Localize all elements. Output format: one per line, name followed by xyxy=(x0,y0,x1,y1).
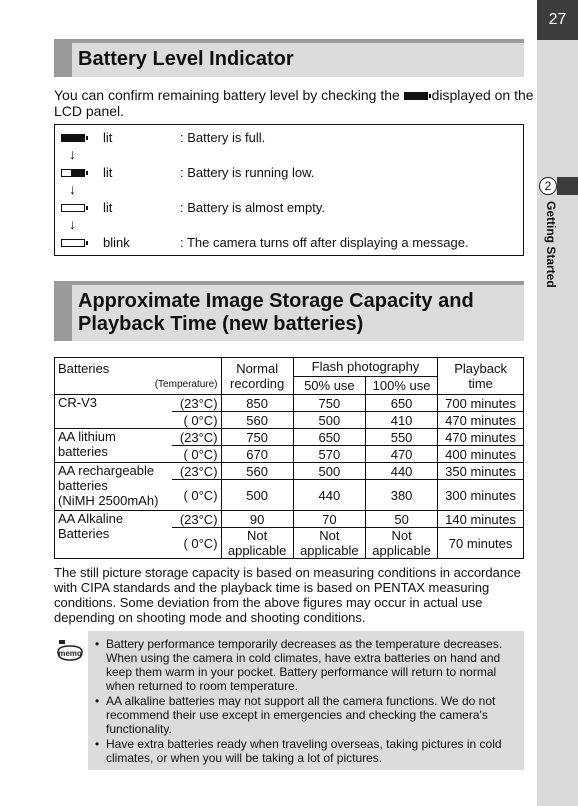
playback-cell: 470 minutes xyxy=(438,412,524,429)
indicator-row xyxy=(55,129,525,147)
section-title: Battery Level Indicator xyxy=(78,48,294,70)
flash50-cell: 570 xyxy=(293,446,365,463)
header-temperature: (Temperature) xyxy=(154,379,218,390)
flash50-cell xyxy=(293,528,365,559)
chapter-title: Getting Started xyxy=(544,201,558,288)
temp-cell: (23°C) xyxy=(172,429,221,446)
section-title-line1: Approximate Image Storage Capacity and xyxy=(78,290,474,312)
indicator-state: blink xyxy=(103,235,130,250)
header-flash50: 50% use xyxy=(293,376,365,395)
temp-cell: (23°C) xyxy=(172,511,221,528)
memo-icon xyxy=(56,638,84,662)
table-row xyxy=(55,395,524,412)
playback-cell: 400 minutes xyxy=(438,446,524,463)
battery-name-l2: Batteries xyxy=(58,526,110,541)
table-row xyxy=(55,429,524,446)
normal-cell xyxy=(221,528,293,559)
na-l1: Not xyxy=(391,528,412,543)
section-heading-capacity xyxy=(54,281,524,341)
na-l2: applicable xyxy=(372,543,431,558)
battery-name-l2: batteries xyxy=(58,478,108,493)
header-normal-l1: Normal xyxy=(236,361,279,376)
normal-cell: 670 xyxy=(221,446,293,463)
intro-text xyxy=(54,87,534,119)
playback-cell: 470 minutes xyxy=(438,429,524,446)
flash100-cell: 470 xyxy=(365,446,437,463)
memo-item: • Battery performance temporarily decreases as the temperature decreases. When using the camera in cold climates, have extra batteries on hand and keep them warm in your pocket. Battery performance will return to normal when returned to room temperature. xyxy=(106,637,516,693)
battery-empty-icon xyxy=(61,204,85,212)
flash50-cell: 750 xyxy=(293,395,365,412)
flash50-cell: 500 xyxy=(293,463,365,480)
battery-name: CR-V3 xyxy=(55,395,173,429)
temp-cell: ( 0°C) xyxy=(172,412,221,429)
chapter-number: 2 xyxy=(539,177,557,195)
header-playback xyxy=(438,358,524,395)
indicator-state: lit xyxy=(103,200,113,215)
flash100-cell: 380 xyxy=(365,480,437,511)
table-row xyxy=(55,511,524,528)
header-playback-l2: time xyxy=(468,376,493,391)
playback-cell: 140 minutes xyxy=(438,511,524,528)
chapter-tab xyxy=(557,177,578,195)
capacity-table xyxy=(54,357,524,559)
section-heading-battery xyxy=(54,39,524,77)
header-normal-l2: recording xyxy=(230,376,285,391)
battery-name-l1: AA Alkaline xyxy=(58,511,124,526)
flash50-cell: 440 xyxy=(293,480,365,511)
header-flash100: 100% use xyxy=(365,376,437,395)
header-batteries-label: Batteries xyxy=(58,361,110,376)
battery-empty-icon xyxy=(61,239,85,247)
battery-name-l1: AA lithium xyxy=(58,429,116,444)
memo-icon-label: memo xyxy=(58,649,82,658)
temp-cell: ( 0°C) xyxy=(172,480,221,511)
header-playback-l1: Playback xyxy=(454,361,507,376)
playback-cell: 300 minutes xyxy=(438,480,524,511)
flash50-cell: 650 xyxy=(293,429,365,446)
battery-name-l2: batteries xyxy=(58,444,108,459)
flash100-cell: 650 xyxy=(365,395,437,412)
flash100-cell: 410 xyxy=(365,412,437,429)
flash100-cell: 550 xyxy=(365,429,437,446)
capacity-note: The still picture storage capacity is based on measuring conditions in accordance with CIPA standards and the playback time is based on PENTAX measuring conditions. Some deviation from the above figures may occur in actual use depending on shooting mode and shooting conditions. xyxy=(54,565,521,625)
flash100-cell xyxy=(365,528,437,559)
temp-cell: ( 0°C) xyxy=(172,528,221,559)
temp-cell: (23°C) xyxy=(172,463,221,480)
normal-cell: 500 xyxy=(221,480,293,511)
memo-item: • AA alkaline batteries may not support all the camera functions. We do not recommend their use except in emergencies and checking the camera's functionality. xyxy=(106,694,516,736)
indicator-row xyxy=(55,234,525,252)
indicator-desc: : Battery is almost empty. xyxy=(180,200,325,215)
arrow-down-icon: ↓ xyxy=(69,146,76,162)
na-l2: applicable xyxy=(300,543,359,558)
memo-item: • Have extra batteries ready when traveling overseas, taking pictures in cold climates, or when you will be taking a lot of pictures. xyxy=(106,737,516,765)
flash100-cell: 440 xyxy=(365,463,437,480)
battery-low-icon xyxy=(61,169,85,177)
intro-before: You can confirm remaining battery level by checking the xyxy=(54,87,400,103)
playback-cell: 700 minutes xyxy=(438,395,524,412)
battery-name-l1: AA rechargeable xyxy=(58,463,155,478)
indicator-desc: : The camera turns off after displaying a message. xyxy=(180,235,469,250)
indicator-desc: : Battery is running low. xyxy=(180,165,315,180)
indicator-desc: : Battery is full. xyxy=(180,130,266,145)
na-l1: Not xyxy=(319,528,340,543)
header-batteries xyxy=(55,358,222,395)
sidebar xyxy=(537,0,578,806)
memo-box xyxy=(88,631,524,770)
header-normal xyxy=(221,358,293,395)
header-flash: Flash photography xyxy=(293,358,437,377)
indicator-state: lit xyxy=(103,130,113,145)
arrow-down-icon: ↓ xyxy=(69,181,76,197)
indicator-row xyxy=(55,199,525,217)
battery-icon xyxy=(404,92,428,100)
temp-cell: ( 0°C) xyxy=(172,446,221,463)
indicator-row xyxy=(55,164,525,182)
indicator-state: lit xyxy=(103,165,113,180)
battery-name xyxy=(55,511,173,559)
flash50-cell: 70 xyxy=(293,511,365,528)
section-title-line2: Playback Time (new batteries) xyxy=(78,313,364,335)
battery-name xyxy=(55,463,173,511)
arrow-down-icon: ↓ xyxy=(69,216,76,232)
na-l1: Not xyxy=(247,528,268,543)
na-l2: applicable xyxy=(227,543,287,558)
battery-name xyxy=(55,429,173,463)
normal-cell: 90 xyxy=(221,511,293,528)
battery-indicator-table xyxy=(54,124,524,256)
normal-cell: 850 xyxy=(221,395,293,412)
intro-after: displayed on the LCD panel. xyxy=(54,87,534,119)
normal-cell: 750 xyxy=(221,429,293,446)
temp-cell: (23°C) xyxy=(172,395,221,412)
table-row xyxy=(55,463,524,480)
page-number: 27 xyxy=(537,0,578,40)
playback-cell: 350 minutes xyxy=(438,463,524,480)
normal-cell: 560 xyxy=(221,412,293,429)
battery-full-icon xyxy=(61,134,85,142)
flash50-cell: 500 xyxy=(293,412,365,429)
battery-name-l3: (NiMH 2500mAh) xyxy=(58,493,159,508)
playback-cell: 70 minutes xyxy=(438,528,524,559)
normal-cell: 560 xyxy=(221,463,293,480)
flash100-cell: 50 xyxy=(365,511,437,528)
